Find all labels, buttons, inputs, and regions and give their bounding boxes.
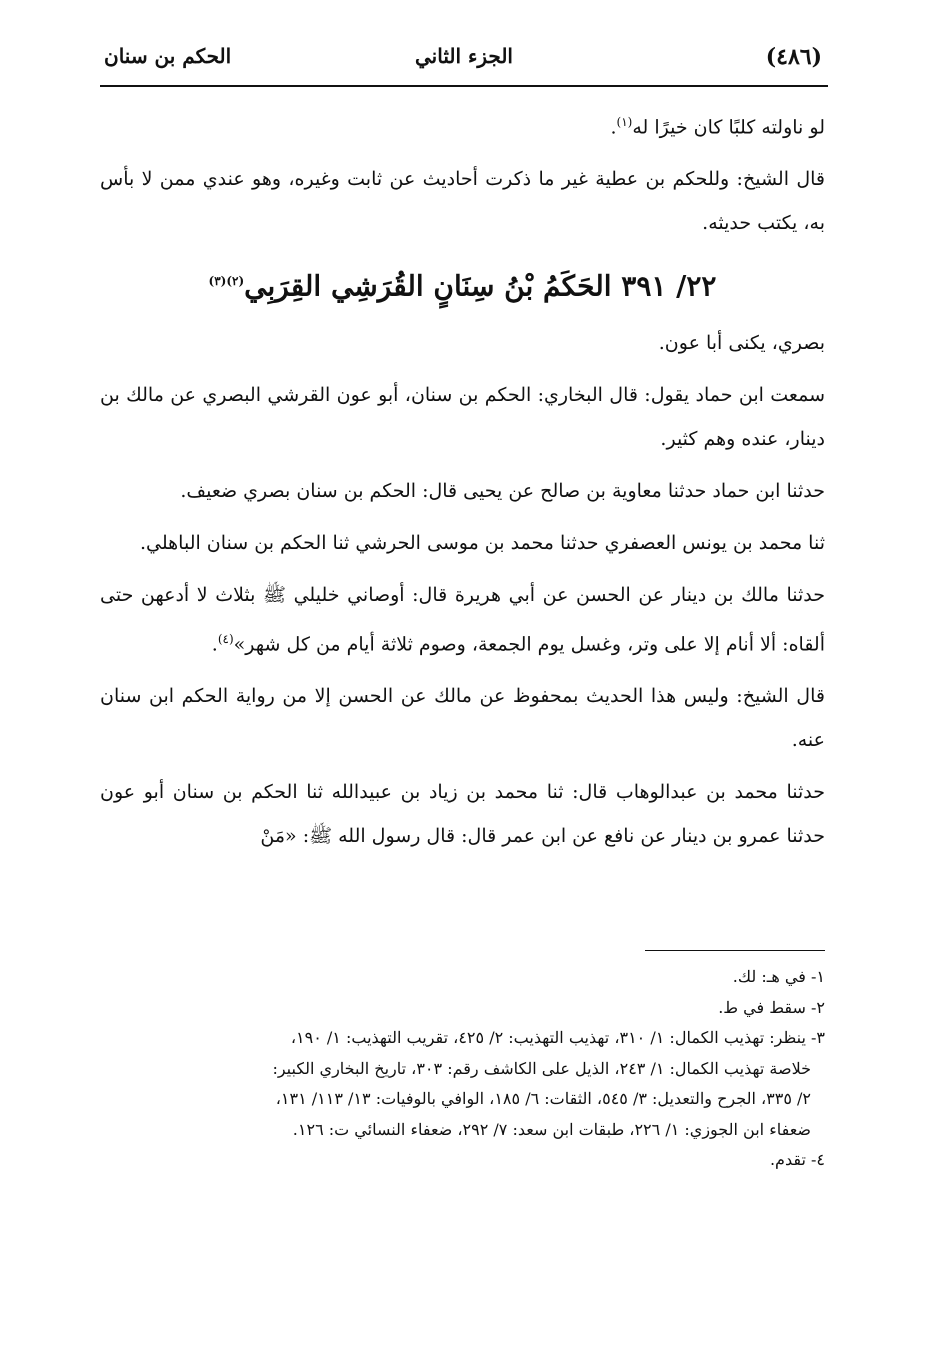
footnote-continuation: خلاصة تهذيب الكمال: ١/ ٢٤٣، الذيل على الكاشف رقم: ٣٠٣، تاريخ البخاري الكبير: — [272, 1058, 811, 1078]
main-text — [100, 100, 825, 866]
paragraph: ثنا محمد بن يونس العصفري حدثنا محمد بن موسى الحرشي ثنا الحكم بن سنان الباهلي. — [139, 531, 825, 554]
header-volume: الجزء الثاني — [415, 44, 513, 68]
footnote: ٣- ينظر: تهذيب الكمال: ١/ ٣١٠، تهذيب التهذيب: ٢/ ٤٢٥، تقريب التهذيب: ١/ ١٩٠، — [290, 1028, 825, 1047]
paragraph: حدثنا محمد بن عبدالوهاب قال: ثنا محمد بن زياد بن عبيدالله ثنا الحكم بن سنان أبو عون حدثنا عمرو بن دينار عن نافع عن ابن عمر قال: قال رسول الله ﷺ: «مَنْ — [100, 780, 825, 847]
paragraph: حدثنا مالك بن دينار عن الحسن عن أبي هريرة قال: أوصاني خليلي ﷺ بثلاث لا أدعهن حتى ألقاه: ألا أنام إلا على وتر، وغسل يوم الجمعة، وصوم ثلاثة أيام من كل شهر»$^{(٤)}$. — [100, 583, 825, 655]
footnotes — [100, 962, 825, 1176]
paragraph: سمعت ابن حماد يقول: قال البخاري: الحكم بن سنان، أبو عون القرشي البصري عن مالك بن دينار، عنده وهم كثير. — [100, 383, 825, 450]
footnote-ref: (٢)(٣) — [208, 274, 245, 289]
footnote-divider — [645, 950, 825, 951]
header-divider — [100, 85, 828, 87]
header-entry-name: الحكم بن سنان — [104, 44, 232, 68]
paragraph: قال الشيخ: وليس هذا الحديث بمحفوظ عن مالك عن الحسن إلا من رواية الحكم ابن سنان عنه. — [100, 684, 825, 751]
footnote: ٤- تقدم. — [769, 1150, 825, 1169]
running-header — [100, 38, 828, 78]
footnote: ١- في هـ: لك. — [732, 967, 825, 986]
paragraph: قال الشيخ: وللحكم بن عطية غير ما ذكرت أحاديث عن ثابت وغيره، وهو عندي ممن لا بأس به، يكتب حديثه. — [100, 168, 825, 235]
footnote-ref: (١) — [616, 115, 633, 129]
entry-heading: ٢٢/ ٣٩١ الحَكَمُ بْنُ سِنَانٍ القُرَشِي القِرَبِي$^{(٢)(٣)}$ — [208, 269, 717, 303]
paragraph: لو ناولته كلبًا كان خيرًا له$^{(١)}$. — [610, 115, 825, 139]
page-number: (٤٨٦) — [765, 44, 822, 70]
paragraph: بصري، يكنى أبا عون. — [658, 331, 825, 354]
footnote-ref: (٤) — [217, 631, 234, 646]
paragraph: حدثنا ابن حماد حدثنا معاوية بن صالح عن يحيى قال: الحكم بن سنان بصري ضعيف. — [180, 479, 825, 502]
footnote-continuation: ٢/ ٣٣٥، الجرح والتعديل: ٣/ ٥٤٥، الثقات: ٦/ ١٨٥، الوافي بالوفيات: ١٣/ ١١٣/ ١٣١، — [275, 1089, 811, 1108]
footnote-continuation: ضعفاء ابن الجوزي: ١/ ٢٢٦، طبقات ابن سعد: ٧/ ٢٩٢، ضعفاء النسائي ت: ١٢٦. — [292, 1119, 811, 1139]
footnote: ٢- سقط في ط. — [718, 997, 825, 1017]
